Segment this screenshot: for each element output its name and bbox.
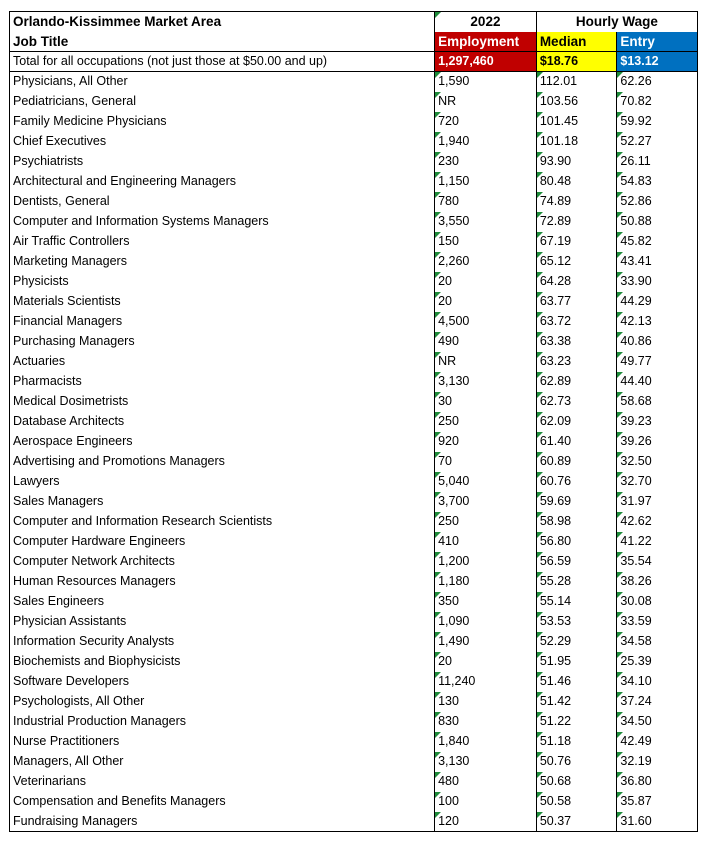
median-cell[interactable]: 64.28 bbox=[536, 272, 617, 292]
job-title-cell[interactable]: Psychologists, All Other bbox=[10, 692, 435, 712]
table-row bbox=[10, 392, 698, 412]
table-row bbox=[10, 572, 698, 592]
entry-cell[interactable]: 35.87 bbox=[617, 792, 698, 812]
total-employment[interactable]: 1,297,460 bbox=[435, 52, 537, 72]
entry-cell[interactable]: 34.50 bbox=[617, 712, 698, 732]
employment-cell[interactable]: 920 bbox=[435, 432, 537, 452]
table-row bbox=[10, 652, 698, 672]
employment-cell[interactable]: 5,040 bbox=[435, 472, 537, 492]
employment-cell[interactable]: 1,180 bbox=[435, 572, 537, 592]
table-row bbox=[10, 812, 698, 832]
employment-cell[interactable]: 250 bbox=[435, 512, 537, 532]
total-row bbox=[10, 52, 698, 72]
entry-cell[interactable]: 33.59 bbox=[617, 612, 698, 632]
job-title-cell[interactable]: Physician Assistants bbox=[10, 612, 435, 632]
median-cell[interactable]: 62.09 bbox=[536, 412, 617, 432]
employment-cell[interactable]: 2,260 bbox=[435, 252, 537, 272]
employment-cell[interactable]: 3,130 bbox=[435, 372, 537, 392]
wage-table bbox=[9, 11, 698, 832]
job-title-cell[interactable]: Sales Engineers bbox=[10, 592, 435, 612]
table-row bbox=[10, 252, 698, 272]
employment-cell[interactable]: 1,840 bbox=[435, 732, 537, 752]
employment-cell[interactable]: 250 bbox=[435, 412, 537, 432]
job-title-cell[interactable]: Computer and Information Systems Managers bbox=[10, 212, 435, 232]
job-title-cell[interactable]: Financial Managers bbox=[10, 312, 435, 332]
table-row bbox=[10, 632, 698, 652]
table-row bbox=[10, 432, 698, 452]
job-title-cell[interactable]: Compensation and Benefits Managers bbox=[10, 792, 435, 812]
total-entry[interactable]: $13.12 bbox=[617, 52, 698, 72]
table-row bbox=[10, 712, 698, 732]
year-header[interactable]: 2022 bbox=[435, 12, 537, 32]
entry-cell[interactable]: 70.82 bbox=[617, 92, 698, 112]
employment-cell[interactable]: 70 bbox=[435, 452, 537, 472]
job-title-cell[interactable]: Family Medicine Physicians bbox=[10, 112, 435, 132]
table-row bbox=[10, 352, 698, 372]
total-median[interactable]: $18.76 bbox=[536, 52, 617, 72]
employment-cell[interactable]: 830 bbox=[435, 712, 537, 732]
job-title-cell[interactable]: Chief Executives bbox=[10, 132, 435, 152]
employment-cell[interactable]: 720 bbox=[435, 112, 537, 132]
job-title-cell[interactable]: Nurse Practitioners bbox=[10, 732, 435, 752]
entry-cell[interactable]: 32.50 bbox=[617, 452, 698, 472]
employment-cell[interactable]: 1,150 bbox=[435, 172, 537, 192]
entry-cell[interactable]: 31.97 bbox=[617, 492, 698, 512]
median-cell[interactable]: 74.89 bbox=[536, 192, 617, 212]
job-title-cell[interactable]: Actuaries bbox=[10, 352, 435, 372]
table-row bbox=[10, 132, 698, 152]
median-cell[interactable]: 80.48 bbox=[536, 172, 617, 192]
median-cell[interactable]: 50.58 bbox=[536, 792, 617, 812]
table-row bbox=[10, 152, 698, 172]
median-cell[interactable]: 56.80 bbox=[536, 532, 617, 552]
median-cell[interactable]: 63.72 bbox=[536, 312, 617, 332]
median-cell[interactable]: 59.69 bbox=[536, 492, 617, 512]
median-cell[interactable]: 103.56 bbox=[536, 92, 617, 112]
table-row bbox=[10, 512, 698, 532]
employment-cell[interactable]: 30 bbox=[435, 392, 537, 412]
table-row bbox=[10, 292, 698, 312]
median-cell[interactable]: 65.12 bbox=[536, 252, 617, 272]
median-cell[interactable]: 51.18 bbox=[536, 732, 617, 752]
table-row bbox=[10, 312, 698, 332]
employment-cell[interactable]: 780 bbox=[435, 192, 537, 212]
entry-cell[interactable]: 33.90 bbox=[617, 272, 698, 292]
employment-cell[interactable]: 1,200 bbox=[435, 552, 537, 572]
employment-cell[interactable]: 3,700 bbox=[435, 492, 537, 512]
entry-cell[interactable]: 40.86 bbox=[617, 332, 698, 352]
table-row bbox=[10, 552, 698, 572]
entry-cell[interactable]: 30.08 bbox=[617, 592, 698, 612]
median-cell[interactable]: 53.53 bbox=[536, 612, 617, 632]
employment-cell[interactable]: 410 bbox=[435, 532, 537, 552]
job-title-cell[interactable]: Managers, All Other bbox=[10, 752, 435, 772]
entry-cell[interactable]: 50.88 bbox=[617, 212, 698, 232]
header-row-1 bbox=[10, 12, 698, 32]
hourly-wage-header[interactable]: Hourly Wage bbox=[536, 12, 697, 32]
median-cell[interactable]: 51.22 bbox=[536, 712, 617, 732]
median-cell[interactable]: 63.23 bbox=[536, 352, 617, 372]
median-cell[interactable]: 101.45 bbox=[536, 112, 617, 132]
entry-cell[interactable]: 39.23 bbox=[617, 412, 698, 432]
job-title-cell[interactable]: Medical Dosimetrists bbox=[10, 392, 435, 412]
employment-header[interactable]: Employment bbox=[435, 32, 537, 52]
job-title-cell[interactable]: Pediatricians, General bbox=[10, 92, 435, 112]
job-title-cell[interactable]: Physicians, All Other bbox=[10, 72, 435, 92]
job-title-cell[interactable]: Dentists, General bbox=[10, 192, 435, 212]
entry-cell[interactable]: 37.24 bbox=[617, 692, 698, 712]
table-row bbox=[10, 532, 698, 552]
table-row bbox=[10, 472, 698, 492]
median-cell[interactable]: 63.38 bbox=[536, 332, 617, 352]
median-cell[interactable]: 60.76 bbox=[536, 472, 617, 492]
entry-cell[interactable]: 39.26 bbox=[617, 432, 698, 452]
employment-cell[interactable]: NR bbox=[435, 352, 537, 372]
employment-cell[interactable]: 130 bbox=[435, 692, 537, 712]
entry-cell[interactable]: 62.26 bbox=[617, 72, 698, 92]
table-row bbox=[10, 112, 698, 132]
employment-cell[interactable]: 4,500 bbox=[435, 312, 537, 332]
entry-cell[interactable]: 31.60 bbox=[617, 812, 698, 832]
entry-cell[interactable]: 32.70 bbox=[617, 472, 698, 492]
employment-cell[interactable]: 350 bbox=[435, 592, 537, 612]
entry-cell[interactable]: 43.41 bbox=[617, 252, 698, 272]
employment-cell[interactable]: 1,090 bbox=[435, 612, 537, 632]
job-title-cell[interactable]: Human Resources Managers bbox=[10, 572, 435, 592]
entry-cell[interactable]: 59.92 bbox=[617, 112, 698, 132]
median-cell[interactable]: 51.46 bbox=[536, 672, 617, 692]
entry-cell[interactable]: 25.39 bbox=[617, 652, 698, 672]
table-row bbox=[10, 212, 698, 232]
median-header[interactable]: Median bbox=[536, 32, 617, 52]
entry-cell[interactable]: 52.86 bbox=[617, 192, 698, 212]
job-title-cell[interactable]: Software Developers bbox=[10, 672, 435, 692]
job-title-cell[interactable]: Sales Managers bbox=[10, 492, 435, 512]
median-cell[interactable]: 61.40 bbox=[536, 432, 617, 452]
table-row bbox=[10, 92, 698, 112]
median-cell[interactable]: 93.90 bbox=[536, 152, 617, 172]
table-row bbox=[10, 452, 698, 472]
table-row bbox=[10, 172, 698, 192]
job-title-cell[interactable]: Aerospace Engineers bbox=[10, 432, 435, 452]
employment-cell[interactable]: NR bbox=[435, 92, 537, 112]
job-title-cell[interactable]: Database Architects bbox=[10, 412, 435, 432]
job-title-cell[interactable]: Pharmacists bbox=[10, 372, 435, 392]
job-title-cell[interactable]: Physicists bbox=[10, 272, 435, 292]
job-title-cell[interactable]: Computer Hardware Engineers bbox=[10, 532, 435, 552]
median-cell[interactable]: 50.37 bbox=[536, 812, 617, 832]
employment-cell[interactable]: 150 bbox=[435, 232, 537, 252]
entry-cell[interactable]: 34.58 bbox=[617, 632, 698, 652]
table-row bbox=[10, 372, 698, 392]
entry-cell[interactable]: 26.11 bbox=[617, 152, 698, 172]
table-row bbox=[10, 612, 698, 632]
entry-cell[interactable]: 58.68 bbox=[617, 392, 698, 412]
median-cell[interactable]: 52.29 bbox=[536, 632, 617, 652]
table-row bbox=[10, 732, 698, 752]
job-title-cell[interactable]: Psychiatrists bbox=[10, 152, 435, 172]
entry-cell[interactable]: 45.82 bbox=[617, 232, 698, 252]
median-cell[interactable]: 55.14 bbox=[536, 592, 617, 612]
median-cell[interactable]: 55.28 bbox=[536, 572, 617, 592]
area-title[interactable]: Orlando-Kissimmee Market Area bbox=[10, 12, 435, 32]
header-row-2 bbox=[10, 32, 698, 52]
job-title-cell[interactable]: Advertising and Promotions Managers bbox=[10, 452, 435, 472]
employment-cell[interactable]: 11,240 bbox=[435, 672, 537, 692]
entry-cell[interactable]: 44.40 bbox=[617, 372, 698, 392]
job-title-cell[interactable]: Industrial Production Managers bbox=[10, 712, 435, 732]
median-cell[interactable]: 51.95 bbox=[536, 652, 617, 672]
job-title-cell[interactable]: Lawyers bbox=[10, 472, 435, 492]
employment-cell[interactable]: 1,590 bbox=[435, 72, 537, 92]
median-cell[interactable]: 58.98 bbox=[536, 512, 617, 532]
median-cell[interactable]: 51.42 bbox=[536, 692, 617, 712]
median-cell[interactable]: 50.68 bbox=[536, 772, 617, 792]
entry-cell[interactable]: 52.27 bbox=[617, 132, 698, 152]
table-row bbox=[10, 672, 698, 692]
job-title-header[interactable]: Job Title bbox=[10, 32, 435, 52]
median-cell[interactable]: 62.73 bbox=[536, 392, 617, 412]
table-row bbox=[10, 792, 698, 812]
employment-cell[interactable]: 20 bbox=[435, 272, 537, 292]
employment-cell[interactable]: 230 bbox=[435, 152, 537, 172]
table-row bbox=[10, 192, 698, 212]
entry-cell[interactable]: 36.80 bbox=[617, 772, 698, 792]
job-title-cell[interactable]: Purchasing Managers bbox=[10, 332, 435, 352]
employment-cell[interactable]: 3,550 bbox=[435, 212, 537, 232]
job-title-cell[interactable]: Fundraising Managers bbox=[10, 812, 435, 832]
employment-cell[interactable]: 20 bbox=[435, 292, 537, 312]
employment-cell[interactable]: 490 bbox=[435, 332, 537, 352]
median-cell[interactable]: 67.19 bbox=[536, 232, 617, 252]
job-title-cell[interactable]: Marketing Managers bbox=[10, 252, 435, 272]
employment-cell[interactable]: 120 bbox=[435, 812, 537, 832]
job-title-cell[interactable]: Information Security Analysts bbox=[10, 632, 435, 652]
employment-cell[interactable]: 100 bbox=[435, 792, 537, 812]
entry-cell[interactable]: 35.54 bbox=[617, 552, 698, 572]
entry-cell[interactable]: 54.83 bbox=[617, 172, 698, 192]
job-title-cell[interactable]: Biochemists and Biophysicists bbox=[10, 652, 435, 672]
total-label[interactable]: Total for all occupations (not just those at $50.00 and up) bbox=[10, 52, 435, 72]
job-title-cell[interactable]: Materials Scientists bbox=[10, 292, 435, 312]
median-cell[interactable]: 50.76 bbox=[536, 752, 617, 772]
median-cell[interactable]: 72.89 bbox=[536, 212, 617, 232]
median-cell[interactable]: 60.89 bbox=[536, 452, 617, 472]
table-row bbox=[10, 272, 698, 292]
employment-cell[interactable]: 1,490 bbox=[435, 632, 537, 652]
table-row bbox=[10, 232, 698, 252]
entry-header[interactable]: Entry bbox=[617, 32, 698, 52]
median-cell[interactable]: 101.18 bbox=[536, 132, 617, 152]
table-row bbox=[10, 72, 698, 92]
employment-cell[interactable]: 20 bbox=[435, 652, 537, 672]
entry-cell[interactable]: 42.13 bbox=[617, 312, 698, 332]
job-title-cell[interactable]: Air Traffic Controllers bbox=[10, 232, 435, 252]
entry-cell[interactable]: 32.19 bbox=[617, 752, 698, 772]
employment-cell[interactable]: 3,130 bbox=[435, 752, 537, 772]
entry-cell[interactable]: 34.10 bbox=[617, 672, 698, 692]
entry-cell[interactable]: 49.77 bbox=[617, 352, 698, 372]
median-cell[interactable]: 63.77 bbox=[536, 292, 617, 312]
job-title-cell[interactable]: Computer Network Architects bbox=[10, 552, 435, 572]
entry-cell[interactable]: 42.62 bbox=[617, 512, 698, 532]
job-title-cell[interactable]: Computer and Information Research Scientists bbox=[10, 512, 435, 532]
job-title-cell[interactable]: Veterinarians bbox=[10, 772, 435, 792]
table-row bbox=[10, 772, 698, 792]
table-row bbox=[10, 332, 698, 352]
table-row bbox=[10, 492, 698, 512]
entry-cell[interactable]: 38.26 bbox=[617, 572, 698, 592]
entry-cell[interactable]: 41.22 bbox=[617, 532, 698, 552]
median-cell[interactable]: 56.59 bbox=[536, 552, 617, 572]
entry-cell[interactable]: 44.29 bbox=[617, 292, 698, 312]
employment-cell[interactable]: 480 bbox=[435, 772, 537, 792]
employment-cell[interactable]: 1,940 bbox=[435, 132, 537, 152]
wage-table-body bbox=[10, 12, 698, 832]
median-cell[interactable]: 112.01 bbox=[536, 72, 617, 92]
median-cell[interactable]: 62.89 bbox=[536, 372, 617, 392]
table-row bbox=[10, 592, 698, 612]
table-row bbox=[10, 752, 698, 772]
job-title-cell[interactable]: Architectural and Engineering Managers bbox=[10, 172, 435, 192]
table-row bbox=[10, 692, 698, 712]
entry-cell[interactable]: 42.49 bbox=[617, 732, 698, 752]
table-row bbox=[10, 412, 698, 432]
